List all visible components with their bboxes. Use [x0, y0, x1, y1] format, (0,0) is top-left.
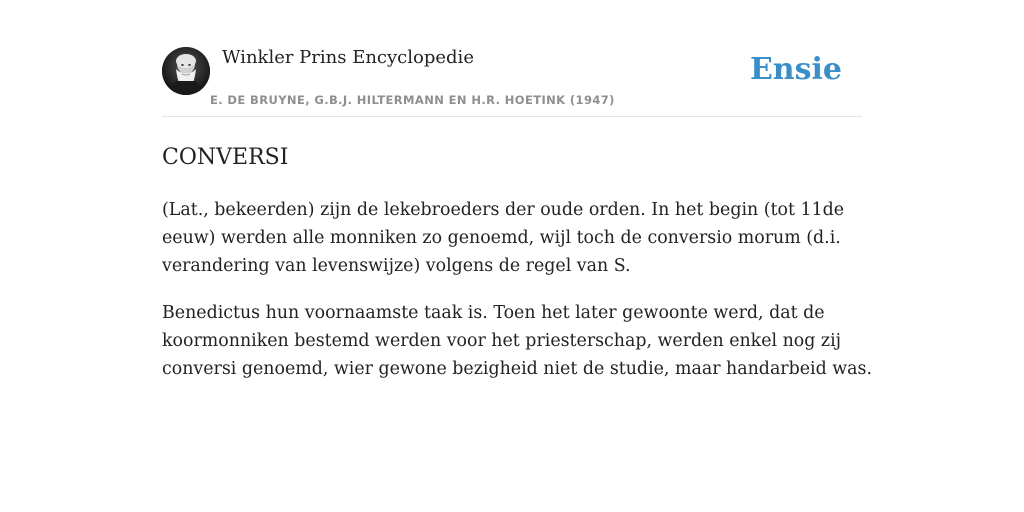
entry-paragraph: Benedictus hun voornaamste taak is. Toen het later gewoonte werd, dat de koormonniken bestemd werden voor het priesterschap, werden enkel nog zij conversi genoemd, wier gewone bezigheid niet de studie, maar handarbeid was.: [162, 303, 872, 379]
entry-title: CONVERSI: [162, 145, 289, 170]
encyclopedia-page: [162, 0, 872, 383]
ensie-logo[interactable]: Ensie: [749, 52, 842, 87]
source-authors: E. DE BRUYNE, G.B.J. HILTERMANN EN H.R. HOETINK (1947): [210, 93, 615, 107]
bearded-man-portrait-icon: [162, 47, 210, 95]
source-header: [162, 46, 862, 117]
source-title[interactable]: Winkler Prins Encyclopedie: [222, 47, 474, 68]
entry-paragraph: (Lat., bekeerden) zijn de lekebroeders der oude orden. In het begin (tot 11de eeuw) werden alle monniken zo genoemd, wijl toch de conversio morum (d.i. verandering van levenswijze) volgens de regel van S.: [162, 200, 845, 276]
author-avatar[interactable]: [162, 47, 210, 95]
